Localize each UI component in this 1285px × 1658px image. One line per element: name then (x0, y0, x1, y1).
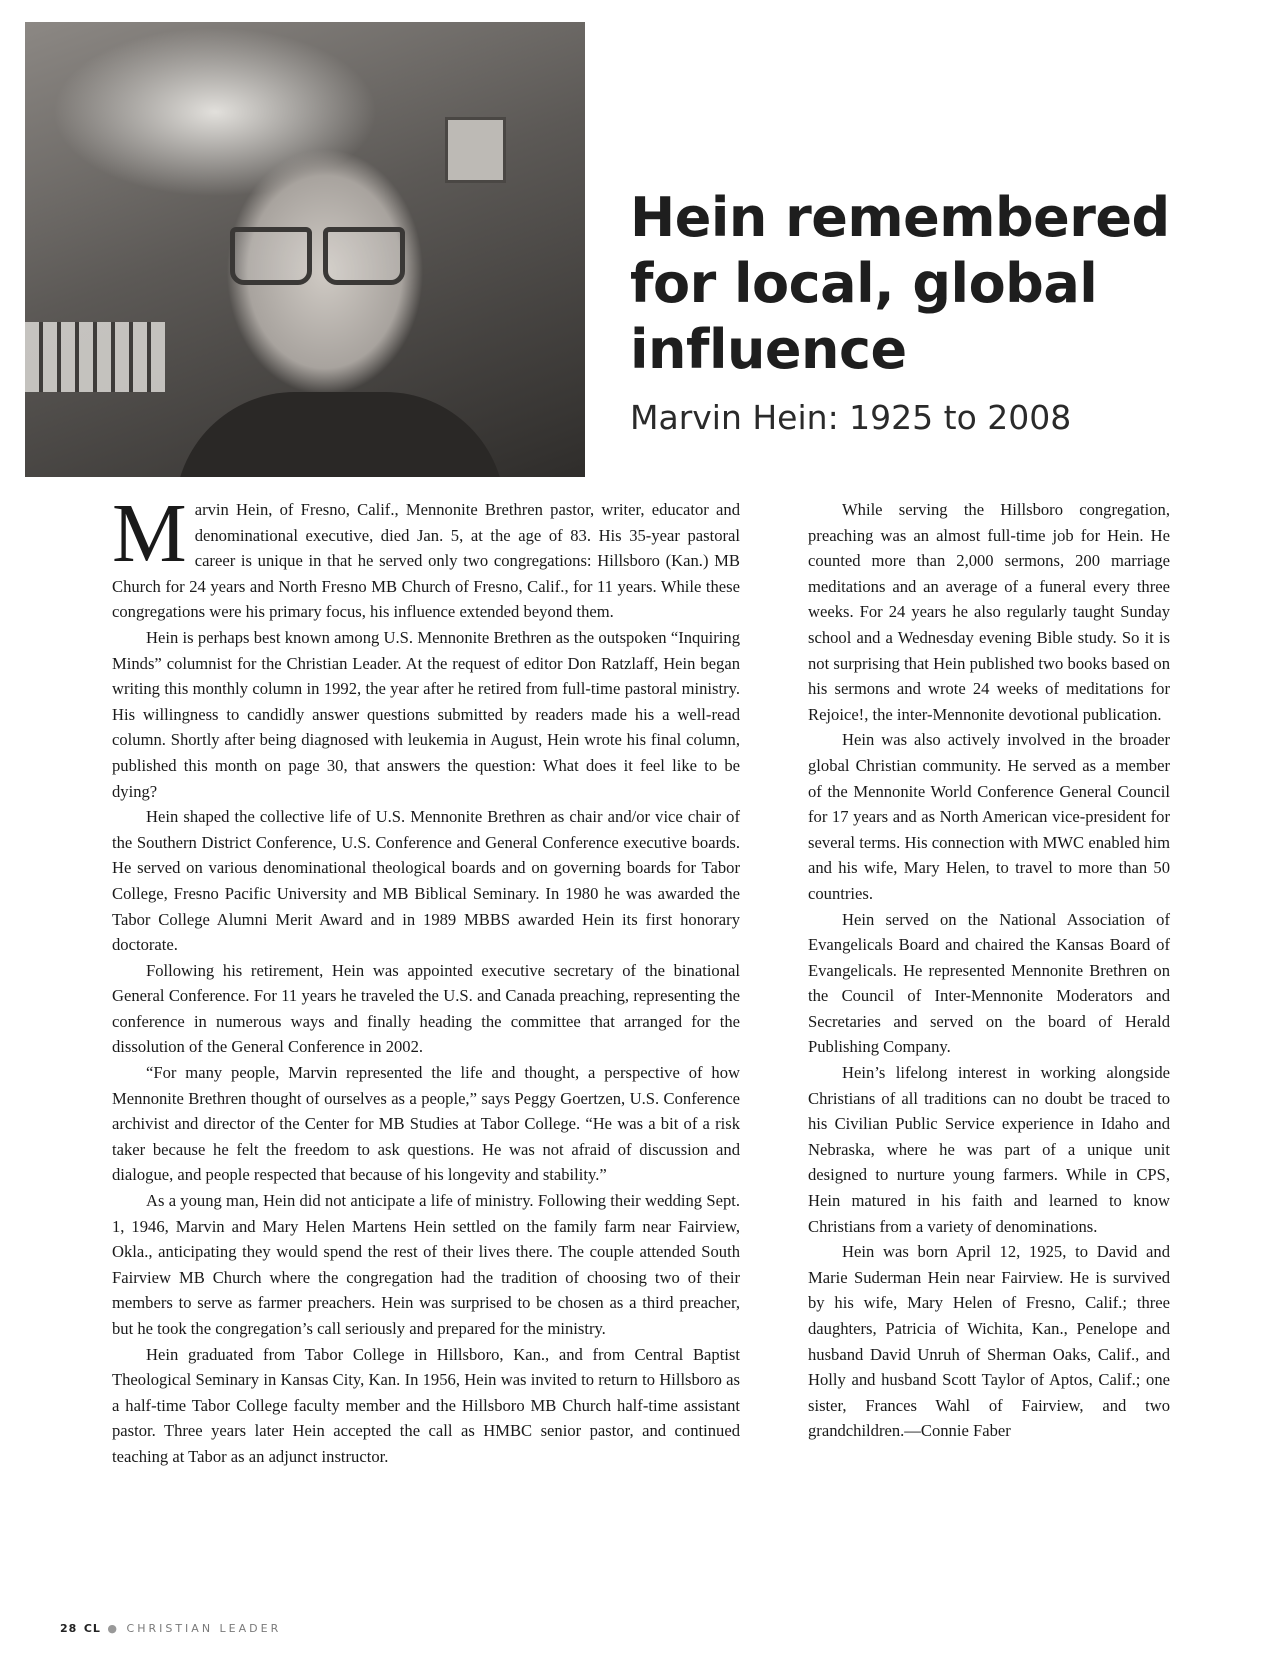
drop-cap: M (112, 487, 187, 580)
glasses-right-lens (323, 227, 405, 285)
paragraph: Hein graduated from Tabor College in Hillsboro, Kan., and from Central Baptist Theological Seminary in Kansas City, Kan. In 1956, Hein was invited to return to Hillsboro as a half-time Tabor College faculty member and the Hillsboro MB Church half-time assistant pastor. Three years later Hein accepted the call as HMBC senior pastor, and continued teaching at Tabor as an adjunct instructor. (112, 1344, 740, 1466)
subhead: Marvin Hein: 1925 to 2008 (630, 398, 1072, 437)
right-column (808, 497, 1170, 1444)
paragraph: Hein’s lifelong interest in working alongside Christians of all traditions can no doubt be traced to his Civilian Public Service experience in Idaho and Nebraska, where he was part of a unique unit designed to nurture young farmers. While in CPS, Hein matured in his faith and learned to know Christians from a variety of denominations. (808, 1063, 1170, 1236)
footer-cl: CL (83, 1622, 101, 1635)
typewriter-keys (25, 322, 165, 392)
paragraph: Following his retirement, Hein was appointed executive secretary of the binational General Conference. For 11 years he traveled the U.S. and Canada preaching, representing the conference in numerous ways and finally heading the committee that arranged for the dissolution of the General Conference in 2002. (112, 960, 740, 1057)
paragraph: While serving the Hillsboro congregation, preaching was an almost full-time job for Hein. He counted more than 2,000 sermons, 200 marriage meditations and an average of a funeral every three weeks. For 24 years he also regularly taught Sunday school and a Wednesday evening Bible study. So it is not surprising that Hein published two books based on his sermons and wrote 24 weeks of meditations for Rejoice!, the inter-Mennonite devotional publication. (808, 500, 1170, 724)
paragraph: Hein is perhaps best known among U.S. Mennonite Brethren as the outspoken “Inquiring Minds” columnist for the Christian Leader. At the request of editor Don Ratzlaff, Hein began writing this monthly column in 1992, the year after he retired from full-time pastoral ministry. His willingness to candidly answer questions submitted by readers made his a well-read column. Shortly after being diagnosed with leukemia in August, Hein wrote his final column, published this month on page 30, that answers the question: What does it feel like to be dying? (112, 627, 740, 801)
paragraph: Hein shaped the collective life of U.S. Mennonite Brethren as chair and/or vice chair of the Southern District Conference, U.S. Conference and General Conference executive boards. He served on various denominational theological boards and on governing boards for Tabor College, Fresno Pacific University and MB Biblical Seminary. In 1980 he was awarded the Tabor College Alumni Merit Award and in 1989 MBBS awarded Hein its first honorary doctorate. (112, 807, 740, 955)
paragraph: Hein was also actively involved in the broader global Christian community. He served as a member of the Mennonite World Conference General Council for 17 years and as North American vice-president for several terms. His connection with MWC enabled him and his wife, Mary Helen, to travel to more than 50 countries. (808, 730, 1170, 903)
paragraph: Hein was born April 12, 1925, to David and Marie Suderman Hein near Fairview. He is survived by his wife, Mary Helen of Fresno, Calif.; three daughters, Patricia of Wichita, Kan., Penelope and husband David Unruh of Sherman Oaks, Calif., and Holly and husband Scott Taylor of Aptos, Calif.; one sister, Frances Wahl of Fairview, and two grandchildren.—Connie Faber (808, 1242, 1170, 1441)
publication-name: CHRISTIAN LEADER (126, 1622, 282, 1635)
portrait-photo (25, 22, 585, 477)
glasses-left-lens (230, 227, 312, 285)
page-footer (60, 1622, 281, 1635)
left-column (112, 487, 740, 1470)
paragraph: Hein served on the National Association of Evangelicals Board and chaired the Kansas Board of Evangelicals. He represented Mennonite Brethren on the Council of Inter-Mennonite Moderators and Secretaries and served on the board of Herald Publishing Company. (808, 909, 1170, 1057)
bullet-icon: ● (107, 1622, 121, 1635)
background-object (445, 117, 506, 183)
paragraph: “For many people, Marvin represented the life and thought, a perspective of how Mennonite Brethren thought of ourselves as a people,” says Peggy Goertzen, U.S. Conference archivist and director of the Center for MB Studies at Tabor College. “He was a bit of a risk taker because he felt the freedom to ask questions. He was not afraid of discussion and dialogue, and people respected that because of his longevity and stability.” (112, 1063, 740, 1185)
shirt (175, 392, 505, 477)
page-number: 28 (60, 1622, 78, 1635)
paragraph: As a young man, Hein did not anticipate a life of ministry. Following their wedding Sept. 1, 1946, Marvin and Mary Helen Martens Hein settled on the family farm near Fairview, Okla., anticipating they would spend the rest of their lives there. The couple attended South Fairview MB Church where the congregation had the tradition of choosing two of their members to serve as farmer preachers. Hein was surprised to be chosen as a third preacher, but he took the congregation’s call seriously and prepared for the ministry. (112, 1191, 740, 1338)
paragraph: Marvin Hein, of Fresno, Calif., Mennonite Brethren pastor, writer, educator and denominational executive, died Jan. 5, at the age of 83. His 35-year pastoral career is unique in that he served only two congregations: Hillsboro (Kan.) MB Church for 24 years and North Fresno MB Church of Fresno, Calif., for 11 years. While these congregations were his primary focus, his influence extended beyond them. (112, 487, 740, 622)
headline: Hein remembered for local, global influence (630, 186, 1170, 381)
